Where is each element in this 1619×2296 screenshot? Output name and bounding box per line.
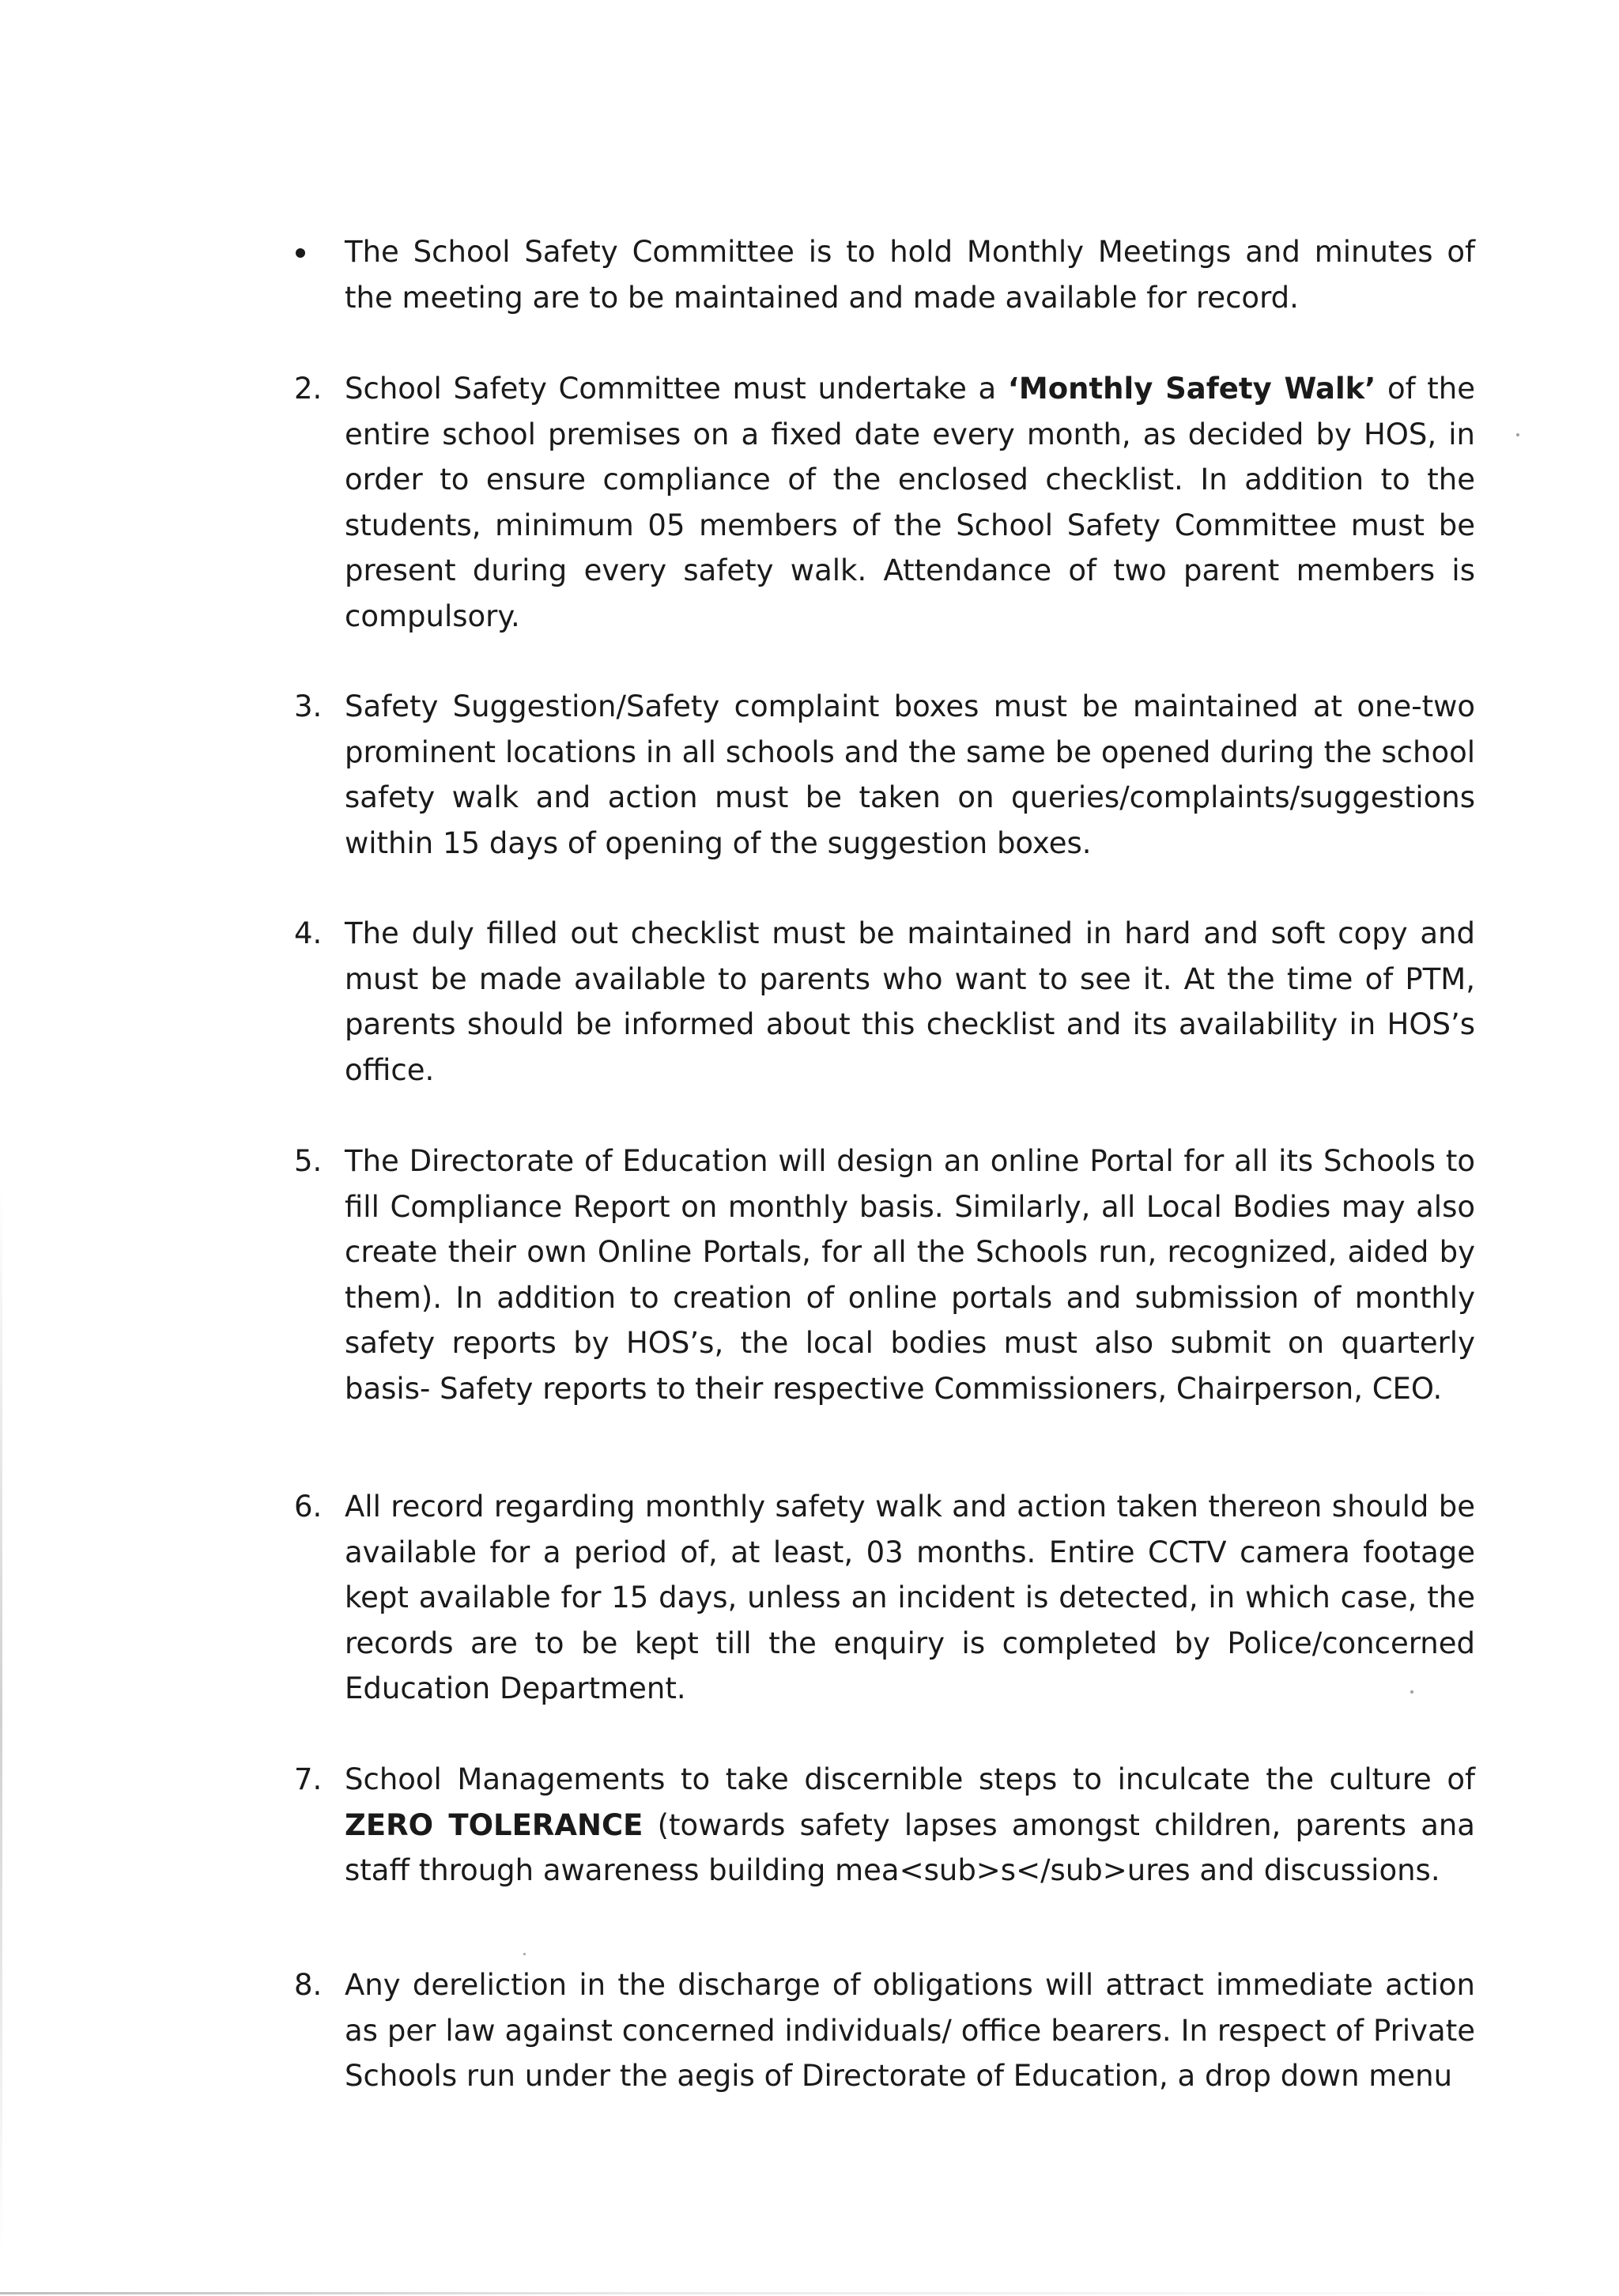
list-item-text-post: (towards safety lapses amongst children, parents ana staff through awareness building mea<sub>s</sub>ures and discussions.	[345, 1807, 1475, 1888]
list-item-text: All record regarding monthly safety walk and action taken thereon should be available for a period of, at least, 03 months. Entire CCTV camera footage kept available for 15 days, unless an incident is detected, in which case, the records are to be kept till the enquiry is completed by Police/concerned Education Department.	[345, 1490, 1475, 1706]
list-item-number: 4.	[294, 916, 323, 950]
list-item-number: 6.	[294, 1490, 323, 1524]
list-item-number: 3.	[294, 689, 323, 723]
scan-edge-left	[0, 1186, 2, 2253]
list-item-bullet	[345, 229, 1475, 320]
list-item-6	[294, 1484, 1475, 1712]
scan-speck	[1516, 433, 1519, 436]
list-item-number: 5.	[294, 1144, 323, 1178]
list-item-text-bold: ZERO TOLERANCE	[345, 1807, 643, 1842]
list-item-text-post: of the entire school premises on a fixed date every month, as decided by HOS, in order to ensure compliance of the enclosed checklist. In addition to the students, minimum 05 members of the School Safety Committee must be present during every safety walk. Attendance of two parent members is compulsory.	[345, 372, 1475, 633]
list-item-3	[294, 684, 1475, 866]
list-item-4	[294, 911, 1475, 1093]
list-item-number: 7.	[294, 1762, 323, 1796]
list-item-text-pre: School Safety Committee must undertake a	[345, 372, 1008, 406]
list-item-8	[294, 1962, 1475, 2099]
list-item-2	[294, 366, 1475, 640]
list-item-text: The School Safety Committee is to hold Monthly Meetings and minutes of the meeting are to be maintained and made available for record.	[345, 235, 1475, 315]
list-item-5	[294, 1139, 1475, 1412]
scan-edge-bottom	[0, 2292, 1619, 2294]
list-item-text: Any dereliction in the discharge of obligations will attract immediate action as per law against concerned individuals/ office bearers. In respect of Private Schools run under the aegis of Directorate of Education, a drop down menu	[345, 1968, 1475, 2094]
list-item-text: Safety Suggestion/Safety complaint boxes must be maintained at one-two prominent locations in all schools and the same be opened during the school safety walk and action must be taken on queries/complaints/suggestions within 15 days of opening of the suggestion boxes.	[345, 689, 1475, 860]
bullet-icon	[296, 248, 305, 258]
list-item-text-bold: ‘Monthly Safety Walk’	[1007, 372, 1376, 406]
scan-speck	[523, 1953, 526, 1955]
list-item-number: 8.	[294, 1968, 323, 2002]
list-item-number: 2.	[294, 372, 323, 406]
scan-speck	[1410, 1690, 1413, 1694]
list-item-text: The Directorate of Education will design an online Portal for all its Schools to fill Compliance Report on monthly basis. Similarly, all Local Bodies may also create their own Online Portals, for all the Schools run, recognized, aided by them). In addition to creation of online portals and submission of monthly safety reports by HOS’s, the local bodies must also submit on quarterly basis- Safety reports to their respective Commissioners, Chairperson, CEO.	[345, 1144, 1475, 1406]
list-item-7	[294, 1757, 1475, 1894]
list-item-text-pre: School Managements to take discernible steps to inculcate the culture of	[345, 1762, 1475, 1796]
list-item-text: The duly filled out checklist must be maintained in hard and soft copy and must be made available to parents who want to see it. At the time of PTM, parents should be informed about this checklist and its availability in HOS’s office.	[345, 916, 1475, 1087]
